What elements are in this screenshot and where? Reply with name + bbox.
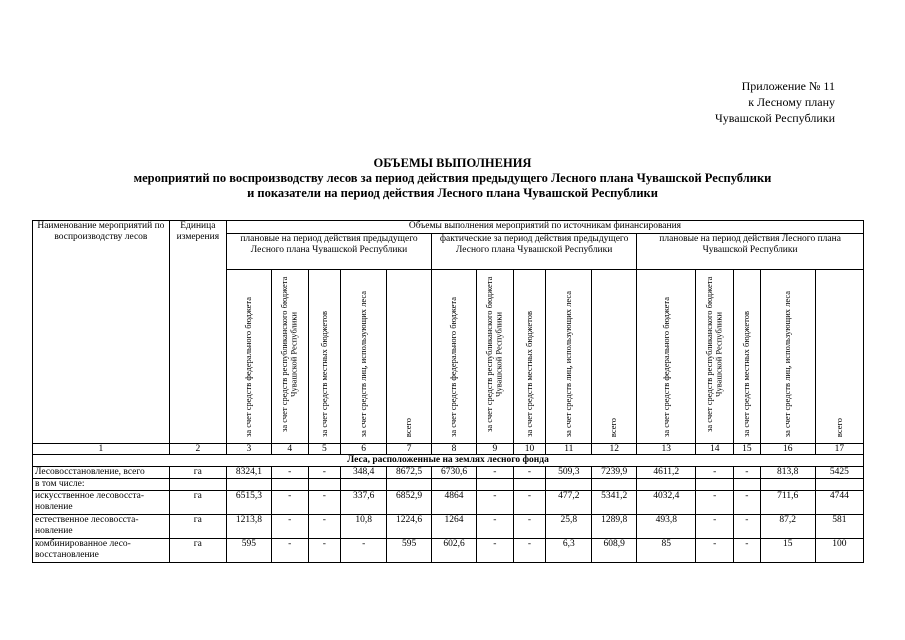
cell-value: 5425: [815, 467, 863, 479]
cell-value: -: [271, 491, 308, 515]
row-unit: га: [169, 515, 226, 539]
colnum: 10: [513, 443, 546, 455]
row-unit: га: [169, 539, 226, 563]
cell-value: 10,8: [341, 515, 387, 539]
subcol-republic: за счет средств республиканского бюджета Чувашской Республики: [696, 270, 734, 444]
subcol-federal: за счет средств федерального бюджета: [432, 270, 477, 444]
appendix-line1: Приложение № 11: [741, 79, 835, 93]
cell-value: 595: [226, 539, 271, 563]
colnum: 15: [734, 443, 761, 455]
cell-value: 7239,9: [592, 467, 637, 479]
row-name: в том числе:: [33, 479, 170, 491]
cell-value: -: [734, 467, 761, 479]
colnum: 5: [308, 443, 341, 455]
title-line1: ОБЪЕМЫ ВЫПОЛНЕНИЯ: [373, 156, 532, 170]
subcol-total: всего: [815, 270, 863, 444]
group-actual-previous: фактические за период действия предыдущего Лесного плана Чувашской Республики: [432, 234, 637, 270]
cell-value: 15: [760, 539, 815, 563]
subcol-total: всего: [592, 270, 637, 444]
colnum: 4: [271, 443, 308, 455]
subcol-users: за счет средств лиц, использующих леса: [341, 270, 387, 444]
appendix-note: [715, 78, 835, 126]
colnum: 12: [592, 443, 637, 455]
header-name: Наименование мероприятий по воспроизводству лесов: [33, 221, 170, 444]
cell-value: [387, 479, 432, 491]
cell-value: 6852,9: [387, 491, 432, 515]
cell-value: [592, 479, 637, 491]
cell-value: [696, 479, 734, 491]
row-name: Лесовосстановление, всего: [33, 467, 170, 479]
cell-value: 813,8: [760, 467, 815, 479]
row-unit: [169, 479, 226, 491]
cell-value: [476, 479, 513, 491]
cell-value: -: [696, 515, 734, 539]
section-header: Леса, расположенные на землях лесного фонда: [33, 455, 864, 467]
title-line2: мероприятий по воспроизводству лесов за период действия предыдущего Лесного плана Чувашской Республики: [133, 171, 772, 185]
cell-value: 337,6: [341, 491, 387, 515]
cell-value: -: [308, 539, 341, 563]
table-row: [33, 491, 864, 515]
cell-value: [815, 479, 863, 491]
cell-value: 711,6: [760, 491, 815, 515]
colnum: 6: [341, 443, 387, 455]
row-unit: га: [169, 491, 226, 515]
subcol-republic: за счет средств республиканского бюджета Чувашской Республики: [271, 270, 308, 444]
cell-value: [271, 479, 308, 491]
subcol-users: за счет средств лиц, использующих леса: [760, 270, 815, 444]
row-name: естественное лесовосста-новление: [33, 515, 170, 539]
cell-value: 348,4: [341, 467, 387, 479]
cell-value: [546, 479, 592, 491]
cell-value: -: [308, 467, 341, 479]
cell-value: 5341,2: [592, 491, 637, 515]
cell-value: [341, 479, 387, 491]
cell-value: -: [513, 539, 546, 563]
cell-value: -: [308, 491, 341, 515]
cell-value: [760, 479, 815, 491]
cell-value: [308, 479, 341, 491]
reforestation-table: [32, 220, 864, 563]
cell-value: -: [341, 539, 387, 563]
row-name: искусственное лесовосста-новление: [33, 491, 170, 515]
cell-value: 477,2: [546, 491, 592, 515]
cell-value: 608,9: [592, 539, 637, 563]
cell-value: -: [734, 515, 761, 539]
colnum: 14: [696, 443, 734, 455]
subcol-local: за счет средств местных бюджетов: [308, 270, 341, 444]
row-unit: га: [169, 467, 226, 479]
column-number-row: [33, 443, 864, 455]
colnum: 7: [387, 443, 432, 455]
cell-value: [734, 479, 761, 491]
cell-value: -: [476, 467, 513, 479]
cell-value: -: [696, 491, 734, 515]
table-row: [33, 539, 864, 563]
title-line3: и показатели на период действия Лесного плана Чувашской Республики: [247, 186, 658, 200]
subcol-federal: за счет средств федерального бюджета: [226, 270, 271, 444]
cell-value: 6515,3: [226, 491, 271, 515]
cell-value: 493,8: [637, 515, 696, 539]
cell-value: 595: [387, 539, 432, 563]
cell-value: 4864: [432, 491, 477, 515]
cell-value: -: [734, 491, 761, 515]
colnum: 2: [169, 443, 226, 455]
row-name: комбинированное лесо-восстановление: [33, 539, 170, 563]
colnum: 9: [476, 443, 513, 455]
appendix-line2: к Лесному плану: [748, 95, 835, 109]
cell-value: 1264: [432, 515, 477, 539]
cell-value: 8324,1: [226, 467, 271, 479]
table-row: [33, 515, 864, 539]
table-row: [33, 479, 864, 491]
colnum: 11: [546, 443, 592, 455]
colnum: 17: [815, 443, 863, 455]
subcol-total: всего: [387, 270, 432, 444]
cell-value: 509,3: [546, 467, 592, 479]
subcol-local: за счет средств местных бюджетов: [734, 270, 761, 444]
colnum: 3: [226, 443, 271, 455]
cell-value: -: [271, 515, 308, 539]
document-title: [0, 156, 905, 201]
colnum: 8: [432, 443, 477, 455]
subcol-republic: за счет средств республиканского бюджета Чувашской Республики: [476, 270, 513, 444]
subcol-users: за счет средств лиц, использующих леса: [546, 270, 592, 444]
table-row: [33, 467, 864, 479]
cell-value: 4032,4: [637, 491, 696, 515]
colnum: 1: [33, 443, 170, 455]
cell-value: 100: [815, 539, 863, 563]
colnum: 16: [760, 443, 815, 455]
cell-value: 4744: [815, 491, 863, 515]
cell-value: -: [513, 491, 546, 515]
colnum: 13: [637, 443, 696, 455]
cell-value: 1213,8: [226, 515, 271, 539]
cell-value: [637, 479, 696, 491]
cell-value: -: [513, 515, 546, 539]
cell-value: -: [308, 515, 341, 539]
cell-value: 8672,5: [387, 467, 432, 479]
cell-value: 1224,6: [387, 515, 432, 539]
cell-value: -: [476, 539, 513, 563]
cell-value: -: [271, 467, 308, 479]
cell-value: -: [734, 539, 761, 563]
cell-value: [513, 479, 546, 491]
cell-value: 602,6: [432, 539, 477, 563]
header-volumes: Объемы выполнения мероприятий по источникам финансирования: [226, 221, 863, 234]
subcol-local: за счет средств местных бюджетов: [513, 270, 546, 444]
cell-value: -: [696, 467, 734, 479]
cell-value: 581: [815, 515, 863, 539]
cell-value: 87,2: [760, 515, 815, 539]
cell-value: -: [271, 539, 308, 563]
cell-value: 6730,6: [432, 467, 477, 479]
cell-value: 1289,8: [592, 515, 637, 539]
cell-value: 25,8: [546, 515, 592, 539]
cell-value: 85: [637, 539, 696, 563]
cell-value: -: [696, 539, 734, 563]
group-planned-current: плановые на период действия Лесного плана Чувашской Республики: [637, 234, 864, 270]
cell-value: -: [513, 467, 546, 479]
cell-value: 6,3: [546, 539, 592, 563]
subcol-federal: за счет средств федерального бюджета: [637, 270, 696, 444]
cell-value: [432, 479, 477, 491]
cell-value: [226, 479, 271, 491]
cell-value: 4611,2: [637, 467, 696, 479]
cell-value: -: [476, 491, 513, 515]
appendix-line3: Чувашской Республики: [714, 111, 835, 125]
cell-value: -: [476, 515, 513, 539]
header-unit: Единица измерения: [169, 221, 226, 444]
group-planned-previous: плановые на период действия предыдущего Лесного плана Чувашской Республики: [226, 234, 431, 270]
